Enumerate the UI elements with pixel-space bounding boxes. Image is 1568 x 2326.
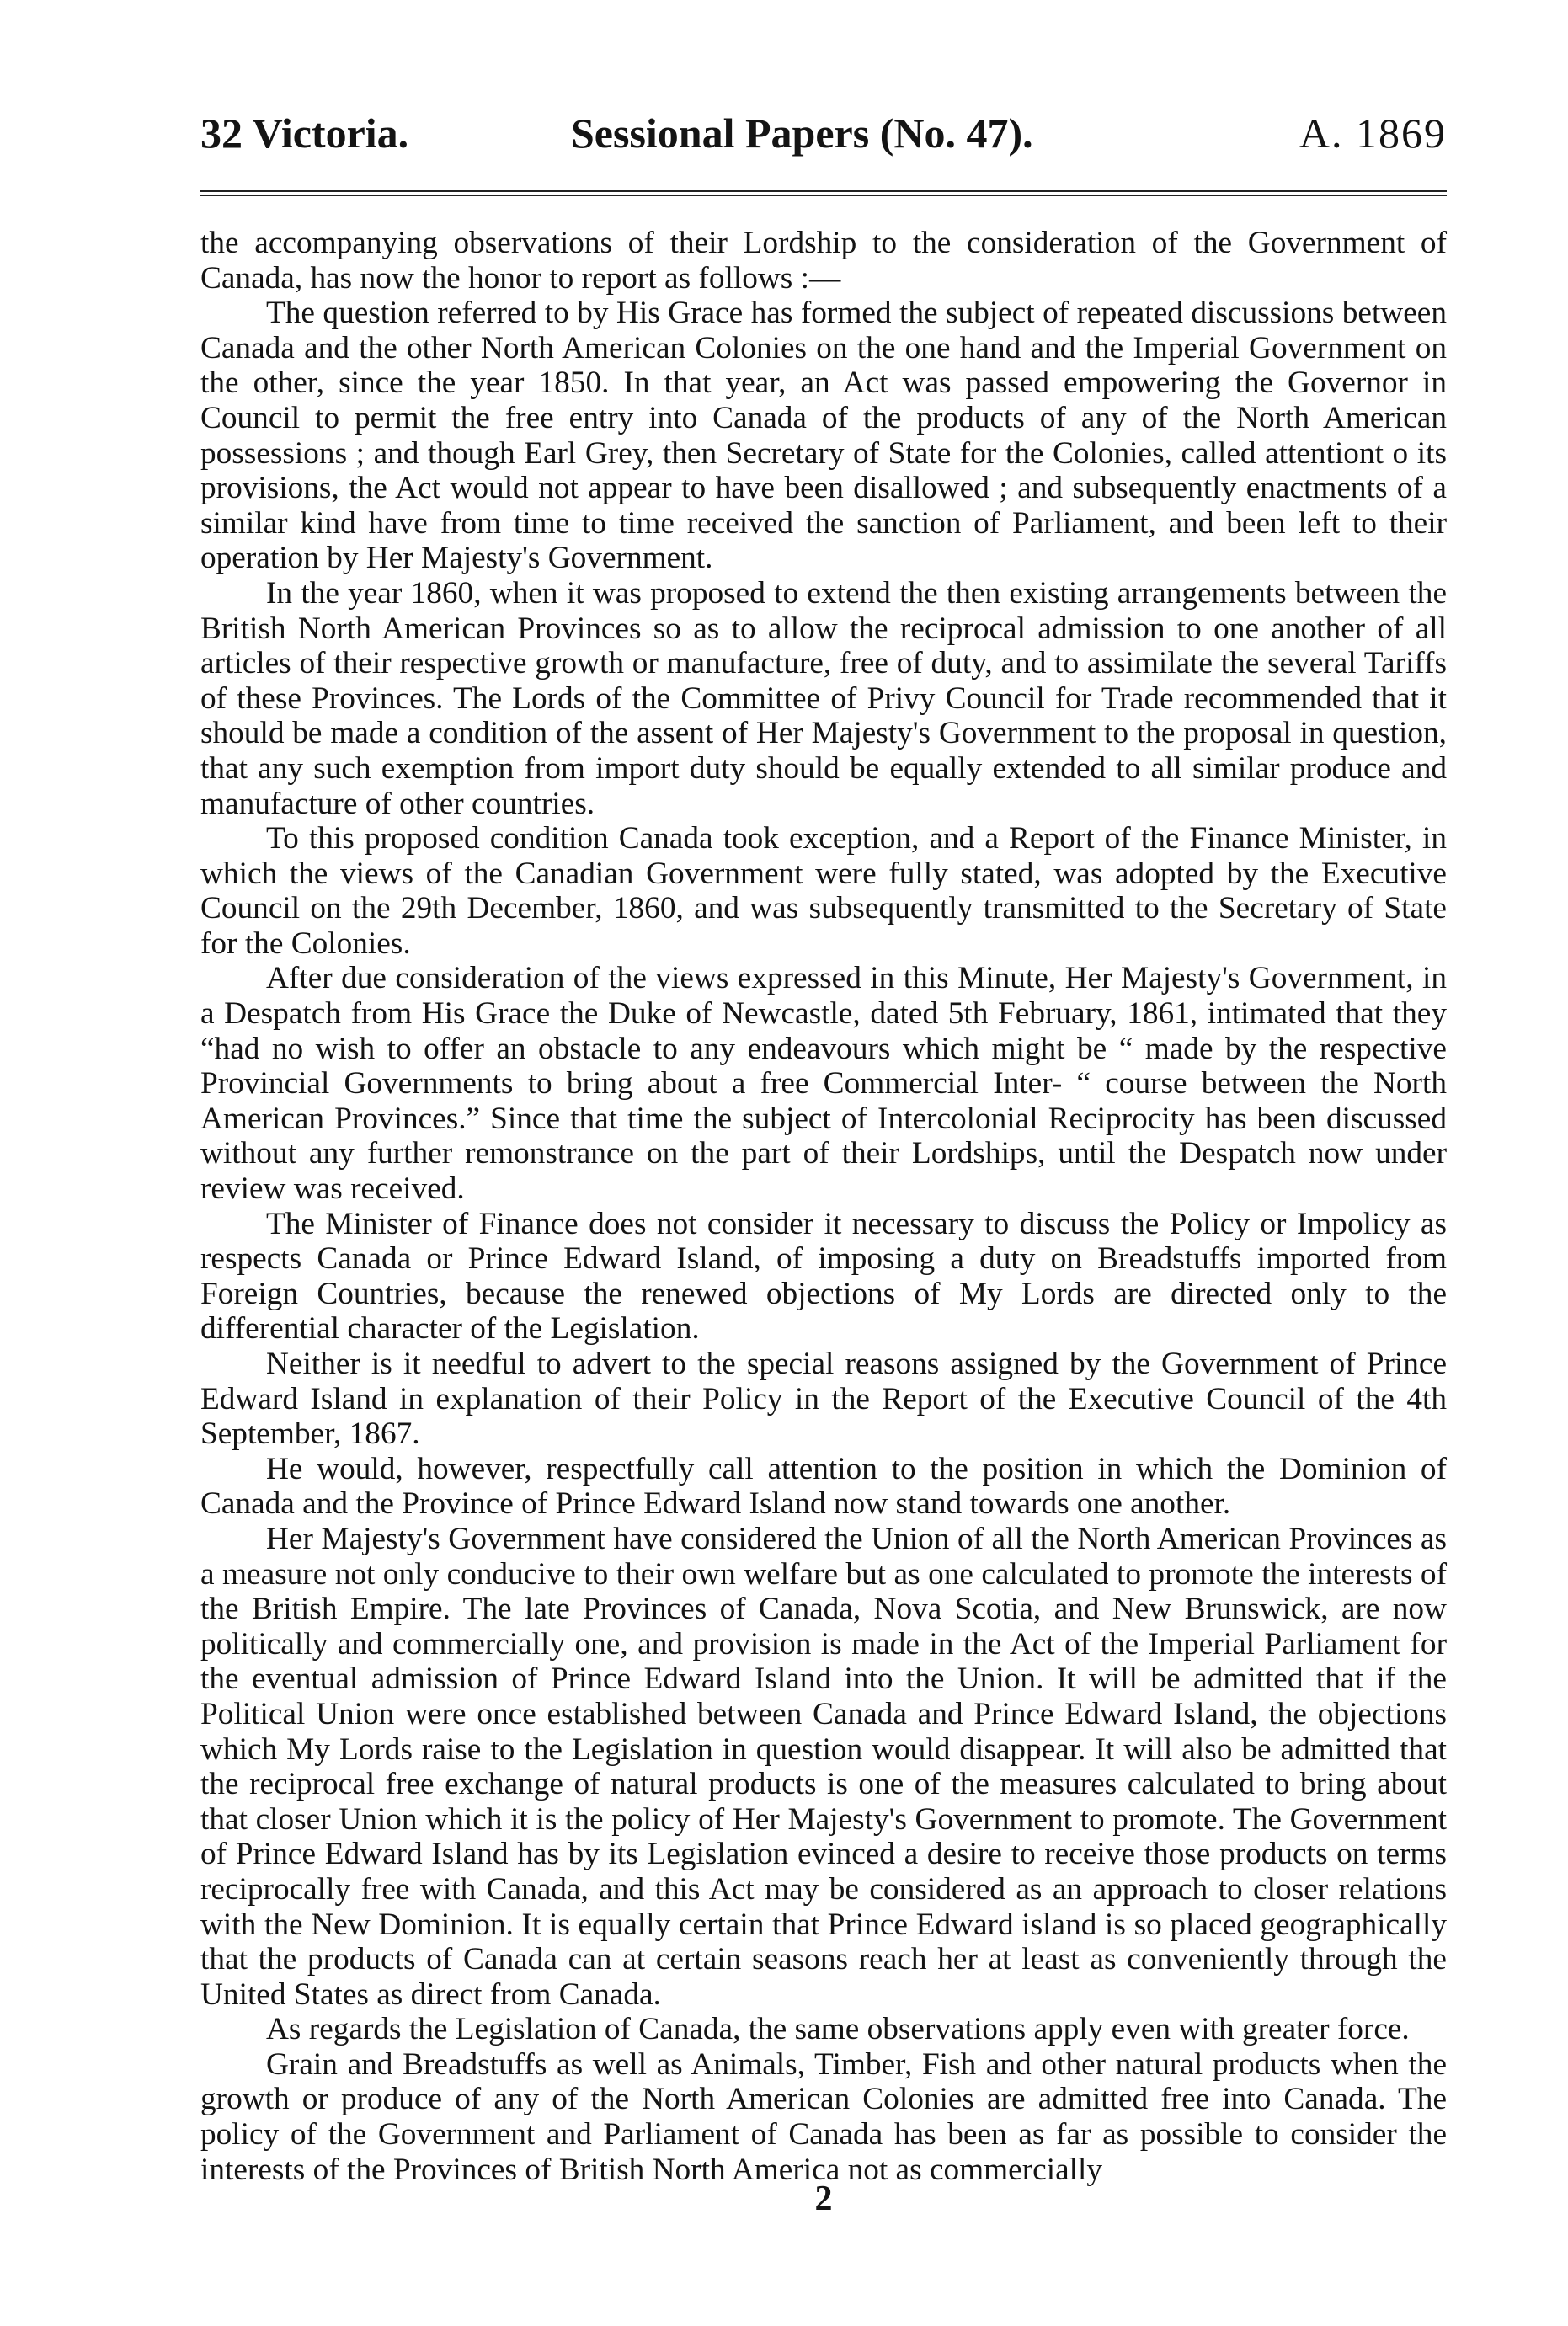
- paragraph: As regards the Legislation of Canada, the same observations apply even with greater force.: [266, 2012, 1410, 2047]
- header-sessional-papers: Sessional Papers (No. 47).: [571, 109, 1033, 157]
- paragraph: After due consideration of the views expressed in this Minute, Her Majesty's Government, in a Despatch from His Grace the Duke of Newcastle, dated 5th February, 1861, intimated that they “had no wish to offer an obstacle to any endeavours which might be “ made by the respective Provincial Governments to bring about a free Commercial Inter- “ course between the North American Provinces.” Since that time the subject of Intercolonial Reciprocity has been discussed without any further remonstrance on the part of their Lordships, until the Despatch now under review was received.: [200, 961, 1447, 1207]
- paragraph: To this proposed condition Canada took exception, and a Report of the Finance Minister, in which the views of the Canadian Government were fully stated, was adopted by the Executive Council on the 29th December, 1860, and was subsequently transmitted to the Secretary of State for the Colonies.: [200, 821, 1447, 961]
- running-header: [200, 108, 1447, 158]
- paragraph: Neither is it needful to advert to the special reasons assigned by the Government of Prince Edward Island in explanation of their Policy in the Report of the Executive Council of the 4th September, 1867.: [200, 1347, 1447, 1452]
- page-number: 2: [814, 2179, 833, 2218]
- paragraph: The Minister of Finance does not consider it necessary to discuss the Policy or Impolicy as respects Canada or Prince Edward Island, of imposing a duty on Breadstuffs imported from Foreign Countries, because the renewed objections of My Lords are directed only to the differential character of the Legislation.: [200, 1206, 1447, 1347]
- paragraph: Grain and Breadstuffs as well as Animals, Timber, Fish and other natural products when the growth or produce of any of the North American Colonies are admitted free into Canada. The policy of the Government and Parliament of Canada has been as far as possible to consider the interests of the Provinces of British North America not as commercially: [200, 2046, 1447, 2187]
- paragraph: He would, however, respectfully call attention to the position in which the Dominion of Canada and the Province of Prince Edward Island now stand towards one another.: [200, 1451, 1447, 1522]
- paragraph: The question referred to by His Grace has formed the subject of repeated discussions between Canada and the other North American Colonies on the one hand and the Imperial Government on the other, since the year 1850. In that year, an Act was passed empowering the Governor in Council to permit the free entry into Canada of the products of any of the North American possessions ; and though Earl Grey, then Secretary of State for the Colonies, called attentiont o its provisions, the Act would not appear to have been disallowed ; and subsequently enactments of a similar kind have from time to time received the sanction of Parliament, and been left to their operation by Her Majesty's Government.: [200, 296, 1447, 576]
- document-page: [200, 0, 1447, 2326]
- body-text: [200, 226, 1447, 2187]
- header-volume: 32 Victoria.: [200, 109, 409, 157]
- paragraph: the accompanying observations of their Lordship to the consideration of the Government of Canada, has now the honor to report as follows :—: [200, 226, 1447, 296]
- header-year: A. 1869: [1299, 109, 1447, 157]
- header-double-rule: [200, 190, 1447, 196]
- paragraph: Her Majesty's Government have considered the Union of all the North American Provinces as a measure not only conducive to their own welfare but as one calculated to promote the interests of the British Empire. The late Provinces of Canada, Nova Scotia, and New Brunswick, are now politically and commercially one, and provision is made in the Act of the Imperial Parliament for the eventual admission of Prince Edward Island into the Union. It will be admitted that if the Political Union were once established between Canada and Prince Edward Island, the objections which My Lords raise to the Legislation in question would disappear. It will also be admitted that the reciprocal free exchange of natural products is one of the measures calculated to bring about that closer Union which it is the policy of Her Majesty's Government to promote. The Government of Prince Edward Island has by its Legislation evinced a desire to receive those products on terms reciprocally free with Canada, and this Act may be considered as an approach to closer relations with the New Dominion. It is equally certain that Prince Edward island is so placed geographically that the products of Canada can at certain seasons reach her at least as conveniently through the United States as direct from Canada.: [200, 1521, 1447, 2012]
- paragraph: In the year 1860, when it was proposed to extend the then existing arrangements between the British North American Provinces so as to allow the reciprocal admission to one another of all articles of their respective growth or manufacture, free of duty, and to assimilate the several Tariffs of these Provinces. The Lords of the Committee of Privy Council for Trade recommended that it should be made a condition of the assent of Her Majesty's Government to the proposal in question, that any such exemption from import duty should be equally extended to all similar produce and manufacture of other countries.: [200, 575, 1447, 821]
